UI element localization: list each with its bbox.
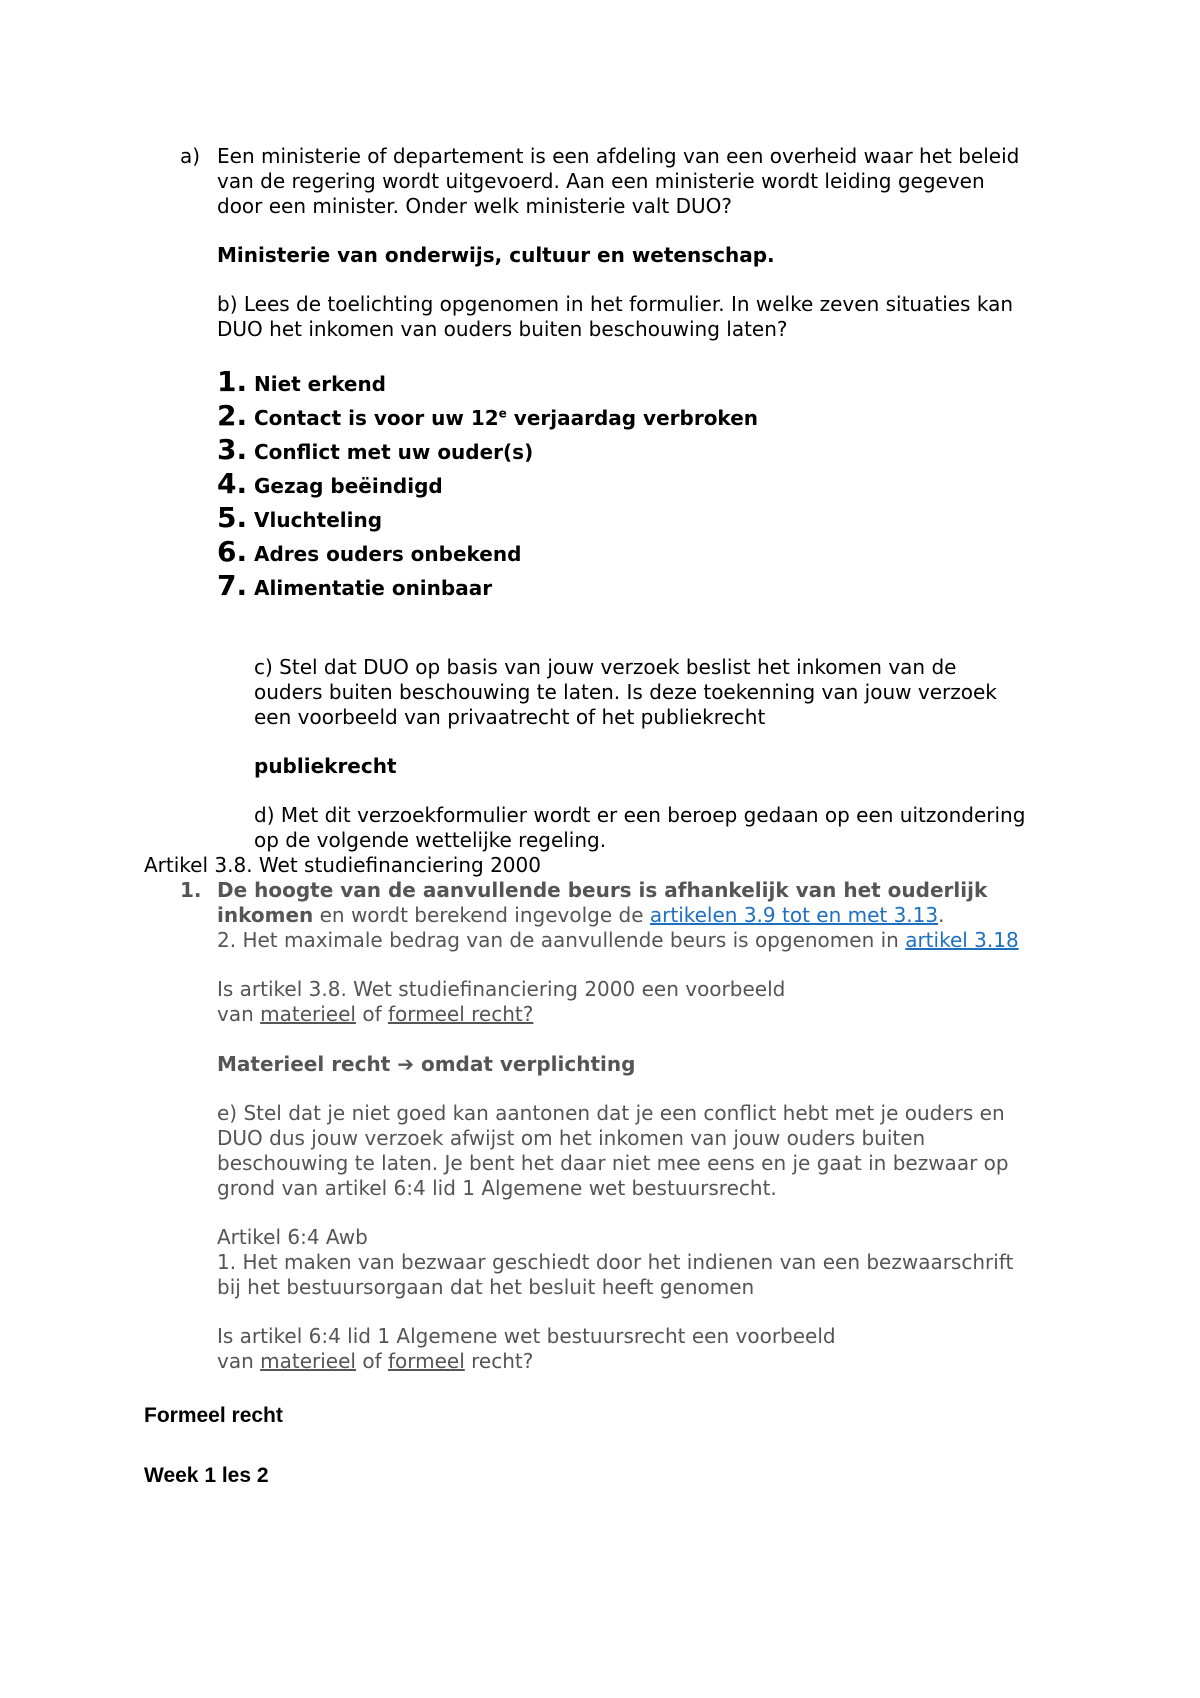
article-text: en wordt berekend ingevolge de (313, 903, 650, 927)
materieel-term: materieel (260, 1349, 356, 1373)
text: of (355, 1002, 388, 1026)
arrow-right-icon: ➔ (397, 1052, 414, 1076)
article-6-4-line-1: 1. Het maken van bezwaar geschiedt door het indienen van een bezwaarschrift (217, 1250, 1014, 1274)
question-d-line-1: d) Met dit verzoekformulier wordt er een beroep gedaan op een uitzondering (254, 803, 1026, 827)
question-c-line-2: ouders buiten beschouwing te laten. Is deze toekenning van jouw verzoek (254, 680, 997, 704)
question-e-line-4: grond van artikel 6:4 lid 1 Algemene wet bestuursrecht. (217, 1176, 777, 1200)
situation-number: 6. (217, 535, 248, 568)
question-a-marker: a) (180, 144, 201, 168)
link-articles-3-9-3-13[interactable]: artikelen 3.9 tot en met 3.13 (649, 903, 939, 927)
article-6-4-line-2: bij het bestuursorgaan dat het besluit heeft genomen (217, 1275, 755, 1299)
question-d-answer (217, 1052, 635, 1077)
text: recht? (464, 1349, 534, 1373)
article-period: . (938, 903, 945, 927)
situation-number: 4. (217, 467, 248, 500)
article-line-2 (217, 903, 944, 928)
situation-item: Gezag beëindigd (254, 474, 443, 498)
question-e-line-2: DUO dus jouw verzoek afwijst om het inkomen van jouw ouders buiten (217, 1126, 926, 1150)
answer-text: omdat verplichting (414, 1052, 636, 1076)
situation-item: Alimentatie oninbaar (254, 576, 493, 600)
question-e-question-line-1: Is artikel 6:4 lid 1 Algemene wet bestuursrecht een voorbeeld (217, 1324, 836, 1348)
formeel-term: formeel (387, 1349, 465, 1373)
question-d-question-line-2 (217, 1002, 533, 1027)
question-c-line-3: een voorbeeld van privaatrecht of het publiekrecht (254, 705, 766, 729)
article-3-8-title: Artikel 3.8. Wet studiefinanciering 2000 (144, 853, 541, 877)
situation-number: 2. (217, 399, 248, 432)
question-e-answer: Formeel recht (144, 1404, 283, 1427)
article-bold-line-1: De hoogte van de aanvullende beurs is afhankelijk van het ouderlijk (217, 878, 988, 902)
question-d-line-2: op de volgende wettelijke regeling. (254, 828, 607, 852)
situation-item-text: Contact is voor uw 12 (254, 406, 499, 430)
situation-item (254, 406, 758, 431)
question-a-answer: Ministerie van onderwijs, cultuur en wetenschap. (217, 243, 775, 267)
situation-number: 7. (217, 569, 248, 602)
article-6-4-title: Artikel 6:4 Awb (217, 1225, 368, 1249)
situation-number: 1. (217, 365, 248, 398)
question-e-line-1: e) Stel dat je niet goed kan aantonen dat je een conflict hebt met je ouders en (217, 1101, 1005, 1125)
week-heading: Week 1 les 2 (144, 1464, 269, 1487)
article-line-3 (217, 928, 1019, 953)
text: van (217, 1002, 261, 1026)
question-e-question-line-2 (217, 1349, 533, 1374)
question-b-line-1: b) Lees de toelichting opgenomen in het formulier. In welke zeven situaties kan (217, 292, 1013, 316)
situation-item: Conflict met uw ouder(s) (254, 440, 534, 464)
answer-text: Materieel recht (217, 1052, 398, 1076)
situation-number: 5. (217, 501, 248, 534)
question-a-line-3: door een minister. Onder welk ministerie valt DUO? (217, 194, 733, 218)
superscript: e (498, 406, 507, 421)
text: of (355, 1349, 388, 1373)
situation-item: Niet erkend (254, 372, 386, 396)
question-d-question-line-1: Is artikel 3.8. Wet studiefinanciering 2000 een voorbeeld (217, 977, 786, 1001)
situation-item: Vluchteling (254, 508, 383, 532)
question-b-line-2: DUO het inkomen van ouders buiten beschouwing laten? (217, 317, 788, 341)
situation-number: 3. (217, 433, 248, 466)
text: van (217, 1349, 261, 1373)
question-c-answer: publiekrecht (254, 754, 397, 778)
article-item-number: 1. (180, 878, 202, 902)
materieel-term: materieel (260, 1002, 356, 1026)
formeel-term: formeel recht? (387, 1002, 534, 1026)
situation-item: Adres ouders onbekend (254, 542, 522, 566)
question-a-line-1: Een ministerie of departement is een afdeling van een overheid waar het beleid (217, 144, 1020, 168)
article-text: 2. Het maximale bedrag van de aanvullende beurs is opgenomen in (217, 928, 906, 952)
article-bold-line-2: inkomen (217, 903, 314, 927)
question-a-line-2: van de regering wordt uitgevoerd. Aan een ministerie wordt leiding gegeven (217, 169, 985, 193)
question-c-line-1: c) Stel dat DUO op basis van jouw verzoek beslist het inkomen van de (254, 655, 957, 679)
question-e-line-3: beschouwing te laten. Je bent het daar niet mee eens en je gaat in bezwaar op (217, 1151, 1009, 1175)
situation-item-text: verjaardag verbroken (506, 406, 758, 430)
link-article-3-18[interactable]: artikel 3.18 (905, 928, 1019, 952)
